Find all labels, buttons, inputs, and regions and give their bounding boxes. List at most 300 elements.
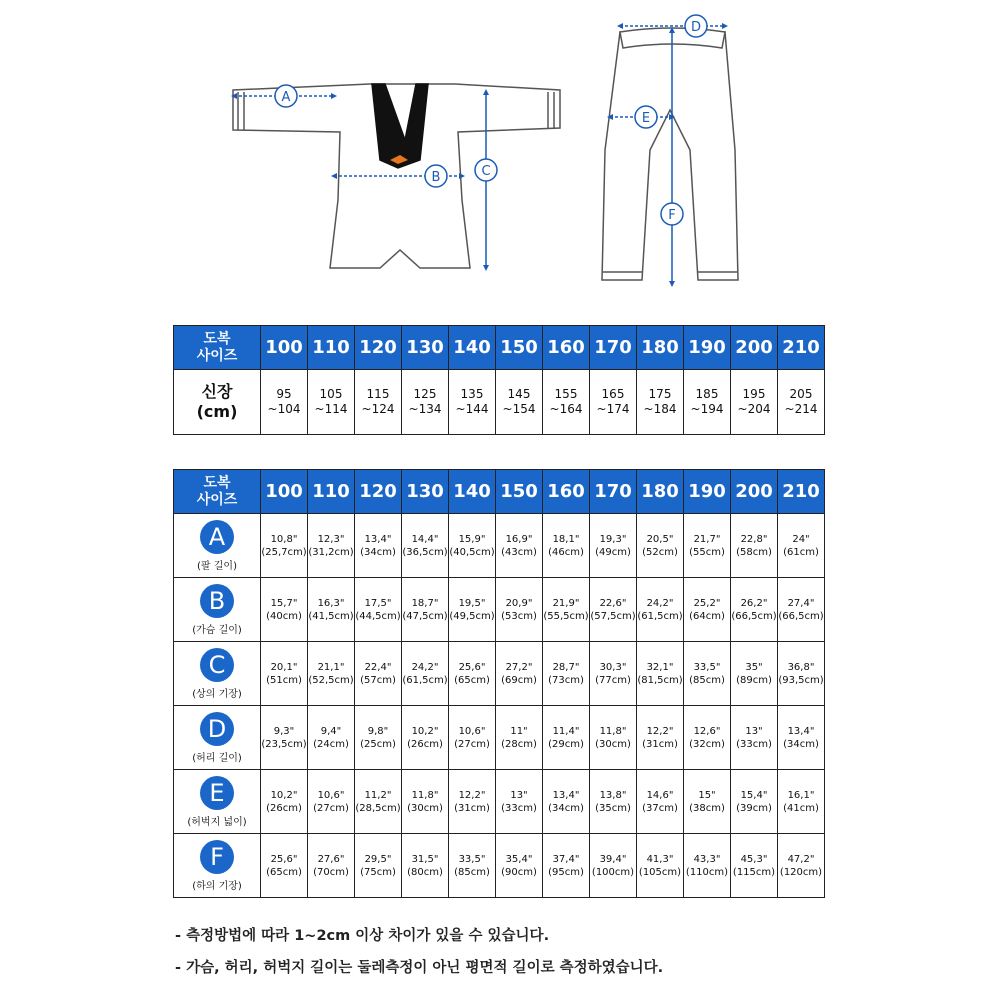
letter-a-badge: A bbox=[200, 520, 234, 554]
measure-row-e bbox=[174, 770, 825, 834]
height-min: 175 bbox=[648, 387, 672, 401]
value-cm: (81,5cm) bbox=[637, 674, 683, 686]
letter-b-badge: B bbox=[200, 584, 234, 618]
value-cm: (57cm) bbox=[360, 674, 396, 686]
marker-e bbox=[635, 106, 657, 128]
value-cm: (66,5cm) bbox=[731, 610, 777, 622]
value-cm: (23,5cm) bbox=[261, 738, 307, 750]
measure-cell bbox=[449, 706, 496, 770]
measure-cell bbox=[355, 642, 402, 706]
measure-cell bbox=[590, 706, 637, 770]
value-cm: (29cm) bbox=[548, 738, 584, 750]
value-inch: 24,2" bbox=[411, 661, 439, 673]
measure-cell bbox=[778, 514, 825, 578]
height-min: 205 bbox=[789, 387, 813, 401]
measure-cell bbox=[449, 514, 496, 578]
value-inch: 22,8" bbox=[740, 533, 768, 545]
value-cm: (30cm) bbox=[595, 738, 631, 750]
height-cell bbox=[684, 370, 731, 435]
value-inch: 11,8" bbox=[599, 725, 627, 737]
measure-cell bbox=[496, 642, 543, 706]
value-cm: (75cm) bbox=[360, 866, 396, 878]
measure-cell bbox=[543, 514, 590, 578]
value-inch: 15,4" bbox=[740, 789, 768, 801]
value-inch: 13" bbox=[510, 789, 528, 801]
size-header-130: 130 bbox=[402, 470, 449, 514]
size-header-140: 140 bbox=[449, 326, 496, 370]
value-cm: (41cm) bbox=[783, 802, 819, 814]
value-cm: (25cm) bbox=[360, 738, 396, 750]
value-cm: (31,2cm) bbox=[308, 546, 354, 558]
height-max: ~194 bbox=[690, 402, 724, 416]
value-inch: 15,9" bbox=[458, 533, 486, 545]
value-cm: (30cm) bbox=[407, 802, 443, 814]
measure-cell bbox=[402, 514, 449, 578]
value-cm: (66,5cm) bbox=[778, 610, 824, 622]
measure-cell bbox=[496, 770, 543, 834]
value-inch: 37,4" bbox=[552, 853, 580, 865]
svg-text:C: C bbox=[481, 164, 491, 179]
value-cm: (33cm) bbox=[501, 802, 537, 814]
value-inch: 11,4" bbox=[552, 725, 580, 737]
value-inch: 21,9" bbox=[552, 597, 580, 609]
letter-f-badge: F bbox=[200, 840, 234, 874]
value-cm: (32cm) bbox=[689, 738, 725, 750]
height-min: 125 bbox=[413, 387, 437, 401]
value-inch: 20,5" bbox=[646, 533, 674, 545]
value-cm: (34cm) bbox=[783, 738, 819, 750]
measure-cell bbox=[308, 642, 355, 706]
value-inch: 26,2" bbox=[740, 597, 768, 609]
measure-cell bbox=[637, 706, 684, 770]
measure-label-a bbox=[174, 514, 261, 578]
size-header-160: 160 bbox=[543, 326, 590, 370]
value-inch: 17,5" bbox=[364, 597, 392, 609]
value-inch: 20,1" bbox=[270, 661, 298, 673]
measurement-size-table bbox=[173, 469, 825, 898]
value-cm: (65cm) bbox=[266, 866, 302, 878]
value-inch: 21,1" bbox=[317, 661, 345, 673]
svg-text:B: B bbox=[431, 170, 441, 185]
value-inch: 25,6" bbox=[458, 661, 486, 673]
measure-cell bbox=[402, 834, 449, 898]
value-cm: (77cm) bbox=[595, 674, 631, 686]
value-inch: 41,3" bbox=[646, 853, 674, 865]
value-cm: (28cm) bbox=[501, 738, 537, 750]
value-cm: (64cm) bbox=[689, 610, 725, 622]
height-cell bbox=[261, 370, 308, 435]
value-inch: 10,6" bbox=[317, 789, 345, 801]
value-cm: (90cm) bbox=[501, 866, 537, 878]
measure-cell bbox=[684, 578, 731, 642]
size-header-150: 150 bbox=[496, 326, 543, 370]
value-cm: (53cm) bbox=[501, 610, 537, 622]
height-min: 145 bbox=[507, 387, 531, 401]
value-cm: (31cm) bbox=[454, 802, 490, 814]
value-cm: (100cm) bbox=[591, 866, 635, 878]
value-inch: 13" bbox=[745, 725, 763, 737]
value-cm: (58cm) bbox=[736, 546, 772, 558]
measure-cell bbox=[778, 706, 825, 770]
value-inch: 25,2" bbox=[693, 597, 721, 609]
value-cm: (39cm) bbox=[736, 802, 772, 814]
value-cm: (43cm) bbox=[501, 546, 537, 558]
value-cm: (24cm) bbox=[313, 738, 349, 750]
value-inch: 29,5" bbox=[364, 853, 392, 865]
value-inch: 30,3" bbox=[599, 661, 627, 673]
measure-cell bbox=[496, 578, 543, 642]
value-cm: (27cm) bbox=[313, 802, 349, 814]
size-header-180: 180 bbox=[637, 470, 684, 514]
measure-cell bbox=[308, 770, 355, 834]
measure-cell bbox=[496, 706, 543, 770]
value-inch: 12,6" bbox=[693, 725, 721, 737]
value-cm: (33cm) bbox=[736, 738, 772, 750]
size-header-120: 120 bbox=[355, 470, 402, 514]
size-header-200: 200 bbox=[731, 470, 778, 514]
measure-cell bbox=[402, 578, 449, 642]
value-inch: 12,2" bbox=[458, 789, 486, 801]
measure-row-b bbox=[174, 578, 825, 642]
value-cm: (61cm) bbox=[783, 546, 819, 558]
note-line: - 측정방법에 따라 1~2cm 이상 차이가 있을 수 있습니다. bbox=[175, 928, 550, 944]
value-inch: 45,3" bbox=[740, 853, 768, 865]
value-inch: 27,6" bbox=[317, 853, 345, 865]
value-cm: (115cm) bbox=[732, 866, 776, 878]
measure-cell bbox=[308, 578, 355, 642]
measure-cell bbox=[402, 706, 449, 770]
measure-cell bbox=[637, 770, 684, 834]
value-cm: (55,5cm) bbox=[543, 610, 589, 622]
value-cm: (65cm) bbox=[454, 674, 490, 686]
height-row bbox=[174, 370, 825, 435]
value-cm: (28,5cm) bbox=[355, 802, 401, 814]
notes bbox=[175, 920, 663, 984]
size-header-120: 120 bbox=[355, 326, 402, 370]
value-inch: 13,4" bbox=[787, 725, 815, 737]
measure-name: (상의 기장) bbox=[192, 688, 242, 700]
measure-cell bbox=[637, 578, 684, 642]
value-cm: (49cm) bbox=[595, 546, 631, 558]
garment-diagram bbox=[0, 0, 1000, 300]
value-inch: 10,6" bbox=[458, 725, 486, 737]
measure-cell bbox=[449, 770, 496, 834]
measure-cell bbox=[261, 834, 308, 898]
marker-c bbox=[475, 159, 497, 181]
value-inch: 33,5" bbox=[458, 853, 486, 865]
size-header-label: 도복 사이즈 bbox=[174, 326, 261, 370]
measure-cell bbox=[731, 514, 778, 578]
value-cm: (52,5cm) bbox=[308, 674, 354, 686]
value-cm: (34cm) bbox=[548, 802, 584, 814]
size-header-210: 210 bbox=[778, 470, 825, 514]
measure-cell bbox=[355, 706, 402, 770]
letter-d-badge: D bbox=[200, 712, 234, 746]
size-header-160: 160 bbox=[543, 470, 590, 514]
value-cm: (35cm) bbox=[595, 802, 631, 814]
size-header-110: 110 bbox=[308, 326, 355, 370]
measure-cell bbox=[261, 578, 308, 642]
value-cm: (85cm) bbox=[689, 674, 725, 686]
value-cm: (34cm) bbox=[360, 546, 396, 558]
size-header-100: 100 bbox=[261, 326, 308, 370]
value-inch: 10,8" bbox=[270, 533, 298, 545]
height-row-label: 신장 (cm) bbox=[174, 370, 261, 435]
measure-cell bbox=[731, 770, 778, 834]
value-inch: 10,2" bbox=[411, 725, 439, 737]
measure-cell bbox=[261, 642, 308, 706]
size-header-170: 170 bbox=[590, 470, 637, 514]
measure-row-f bbox=[174, 834, 825, 898]
value-cm: (61,5cm) bbox=[402, 674, 448, 686]
measure-cell bbox=[590, 514, 637, 578]
measure-cell bbox=[449, 642, 496, 706]
value-inch: 9,8" bbox=[367, 725, 389, 737]
height-max: ~184 bbox=[643, 402, 677, 416]
measure-label-b bbox=[174, 578, 261, 642]
height-cell bbox=[496, 370, 543, 435]
measure-name: (허리 길이) bbox=[192, 752, 242, 764]
height-min: 195 bbox=[742, 387, 766, 401]
measure-row-c bbox=[174, 642, 825, 706]
value-cm: (95cm) bbox=[548, 866, 584, 878]
measure-cell bbox=[308, 514, 355, 578]
value-inch: 22,4" bbox=[364, 661, 392, 673]
value-cm: (70cm) bbox=[313, 866, 349, 878]
height-min: 185 bbox=[695, 387, 719, 401]
measure-cell bbox=[778, 578, 825, 642]
measure-cell bbox=[261, 706, 308, 770]
value-inch: 11,2" bbox=[364, 789, 392, 801]
measure-cell bbox=[543, 578, 590, 642]
measure-cell bbox=[308, 834, 355, 898]
measure-name: (하의 기장) bbox=[192, 880, 242, 892]
value-inch: 36,8" bbox=[787, 661, 815, 673]
size-header-210: 210 bbox=[778, 326, 825, 370]
value-inch: 43,3" bbox=[693, 853, 721, 865]
height-min: 165 bbox=[601, 387, 625, 401]
measure-label-c bbox=[174, 642, 261, 706]
height-min: 155 bbox=[554, 387, 578, 401]
height-max: ~144 bbox=[455, 402, 489, 416]
size-header-110: 110 bbox=[308, 470, 355, 514]
marker-d bbox=[685, 15, 707, 37]
value-inch: 28,7" bbox=[552, 661, 580, 673]
measure-cell bbox=[590, 578, 637, 642]
value-inch: 16,3" bbox=[317, 597, 345, 609]
value-inch: 27,4" bbox=[787, 597, 815, 609]
measure-cell bbox=[684, 770, 731, 834]
value-cm: (73cm) bbox=[548, 674, 584, 686]
value-inch: 11,8" bbox=[411, 789, 439, 801]
measure-cell bbox=[590, 642, 637, 706]
value-inch: 32,1" bbox=[646, 661, 674, 673]
size-header-180: 180 bbox=[637, 326, 684, 370]
value-cm: (25,7cm) bbox=[261, 546, 307, 558]
value-inch: 18,1" bbox=[552, 533, 580, 545]
value-inch: 13,4" bbox=[364, 533, 392, 545]
letter-e-badge: E bbox=[200, 776, 234, 810]
value-inch: 18,7" bbox=[411, 597, 439, 609]
height-cell bbox=[543, 370, 590, 435]
svg-text:A: A bbox=[281, 90, 291, 105]
measure-name: (팔 길이) bbox=[197, 560, 237, 572]
measure-cell bbox=[731, 706, 778, 770]
measure-cell bbox=[731, 642, 778, 706]
measure-cell bbox=[261, 514, 308, 578]
value-inch: 11" bbox=[510, 725, 528, 737]
value-inch: 35" bbox=[745, 661, 763, 673]
value-cm: (44,5cm) bbox=[355, 610, 401, 622]
value-cm: (105cm) bbox=[638, 866, 682, 878]
size-header-130: 130 bbox=[402, 326, 449, 370]
measure-cell bbox=[590, 834, 637, 898]
value-cm: (55cm) bbox=[689, 546, 725, 558]
measure-cell bbox=[496, 514, 543, 578]
measure-label-e bbox=[174, 770, 261, 834]
measure-cell bbox=[637, 642, 684, 706]
height-max: ~164 bbox=[549, 402, 583, 416]
value-cm: (27cm) bbox=[454, 738, 490, 750]
height-size-table bbox=[173, 325, 825, 435]
height-cell bbox=[637, 370, 684, 435]
marker-b bbox=[425, 165, 447, 187]
height-max: ~114 bbox=[314, 402, 348, 416]
value-cm: (120cm) bbox=[779, 866, 823, 878]
value-inch: 13,8" bbox=[599, 789, 627, 801]
value-inch: 15" bbox=[698, 789, 716, 801]
measure-cell bbox=[637, 514, 684, 578]
size-header-190: 190 bbox=[684, 326, 731, 370]
value-inch: 31,5" bbox=[411, 853, 439, 865]
value-cm: (93,5cm) bbox=[778, 674, 824, 686]
marker-a bbox=[275, 85, 297, 107]
height-table-header bbox=[174, 326, 825, 370]
measure-cell bbox=[684, 514, 731, 578]
measure-cell bbox=[684, 834, 731, 898]
measure-cell bbox=[590, 770, 637, 834]
letter-c-badge: C bbox=[200, 648, 234, 682]
measure-cell bbox=[543, 642, 590, 706]
size-header-150: 150 bbox=[496, 470, 543, 514]
measure-name: (허벅지 넓이) bbox=[187, 816, 247, 828]
marker-f bbox=[661, 203, 683, 225]
value-inch: 22,6" bbox=[599, 597, 627, 609]
measure-cell bbox=[355, 578, 402, 642]
size-header-190: 190 bbox=[684, 470, 731, 514]
value-cm: (37cm) bbox=[642, 802, 678, 814]
measure-cell bbox=[449, 578, 496, 642]
measure-cell bbox=[449, 834, 496, 898]
value-inch: 35,4" bbox=[505, 853, 533, 865]
svg-text:D: D bbox=[690, 20, 702, 35]
height-min: 135 bbox=[460, 387, 484, 401]
height-max: ~104 bbox=[267, 402, 301, 416]
value-cm: (41,5cm) bbox=[308, 610, 354, 622]
height-min: 95 bbox=[276, 387, 292, 401]
value-inch: 10,2" bbox=[270, 789, 298, 801]
measure-cell bbox=[496, 834, 543, 898]
value-cm: (31cm) bbox=[642, 738, 678, 750]
value-inch: 21,7" bbox=[693, 533, 721, 545]
height-cell bbox=[308, 370, 355, 435]
measure-cell bbox=[731, 834, 778, 898]
value-cm: (40cm) bbox=[266, 610, 302, 622]
value-cm: (52cm) bbox=[642, 546, 678, 558]
value-inch: 12,3" bbox=[317, 533, 345, 545]
measure-cell bbox=[684, 642, 731, 706]
height-max: ~124 bbox=[361, 402, 395, 416]
value-cm: (47,5cm) bbox=[402, 610, 448, 622]
value-inch: 24,2" bbox=[646, 597, 674, 609]
value-cm: (51cm) bbox=[266, 674, 302, 686]
measure-cell bbox=[402, 642, 449, 706]
measure-cell bbox=[543, 834, 590, 898]
height-cell bbox=[590, 370, 637, 435]
measure-cell bbox=[261, 770, 308, 834]
value-cm: (85cm) bbox=[454, 866, 490, 878]
value-cm: (26cm) bbox=[266, 802, 302, 814]
measure-cell bbox=[778, 642, 825, 706]
value-inch: 47,2" bbox=[787, 853, 815, 865]
value-inch: 25,6" bbox=[270, 853, 298, 865]
value-inch: 27,2" bbox=[505, 661, 533, 673]
size-header-140: 140 bbox=[449, 470, 496, 514]
value-inch: 33,5" bbox=[693, 661, 721, 673]
pants-illustration bbox=[602, 28, 738, 280]
measure-cell bbox=[355, 834, 402, 898]
value-inch: 20,9" bbox=[505, 597, 533, 609]
measure-table-header bbox=[174, 470, 825, 514]
measure-name: (가슴 길이) bbox=[192, 624, 242, 636]
value-cm: (80cm) bbox=[407, 866, 443, 878]
value-cm: (40,5cm) bbox=[449, 546, 495, 558]
value-inch: 14,6" bbox=[646, 789, 674, 801]
size-header-label: 도복 사이즈 bbox=[174, 470, 261, 514]
value-inch: 16,1" bbox=[787, 789, 815, 801]
value-cm: (49,5cm) bbox=[449, 610, 495, 622]
measure-cell bbox=[308, 706, 355, 770]
value-inch: 12,2" bbox=[646, 725, 674, 737]
value-cm: (69cm) bbox=[501, 674, 537, 686]
measure-row-d bbox=[174, 706, 825, 770]
measure-label-d bbox=[174, 706, 261, 770]
value-cm: (36,5cm) bbox=[402, 546, 448, 558]
value-cm: (57,5cm) bbox=[590, 610, 636, 622]
value-cm: (46cm) bbox=[548, 546, 584, 558]
measure-label-f bbox=[174, 834, 261, 898]
value-inch: 9,3" bbox=[273, 725, 295, 737]
height-max: ~204 bbox=[737, 402, 771, 416]
height-cell bbox=[731, 370, 778, 435]
size-header-170: 170 bbox=[590, 326, 637, 370]
measure-cell bbox=[543, 770, 590, 834]
value-inch: 24" bbox=[792, 533, 810, 545]
height-cell bbox=[355, 370, 402, 435]
value-inch: 16,9" bbox=[505, 533, 533, 545]
measure-cell bbox=[355, 514, 402, 578]
measure-cell bbox=[778, 770, 825, 834]
value-inch: 19,3" bbox=[599, 533, 627, 545]
value-inch: 9,4" bbox=[320, 725, 342, 737]
size-header-200: 200 bbox=[731, 326, 778, 370]
value-cm: (61,5cm) bbox=[637, 610, 683, 622]
measure-row-a bbox=[174, 514, 825, 578]
note-line: - 가슴, 허리, 허벅지 길이는 둘레측정이 아닌 평면적 길이로 측정하였습니다. bbox=[175, 960, 664, 976]
height-max: ~134 bbox=[408, 402, 442, 416]
height-max: ~214 bbox=[784, 402, 818, 416]
value-cm: (38cm) bbox=[689, 802, 725, 814]
